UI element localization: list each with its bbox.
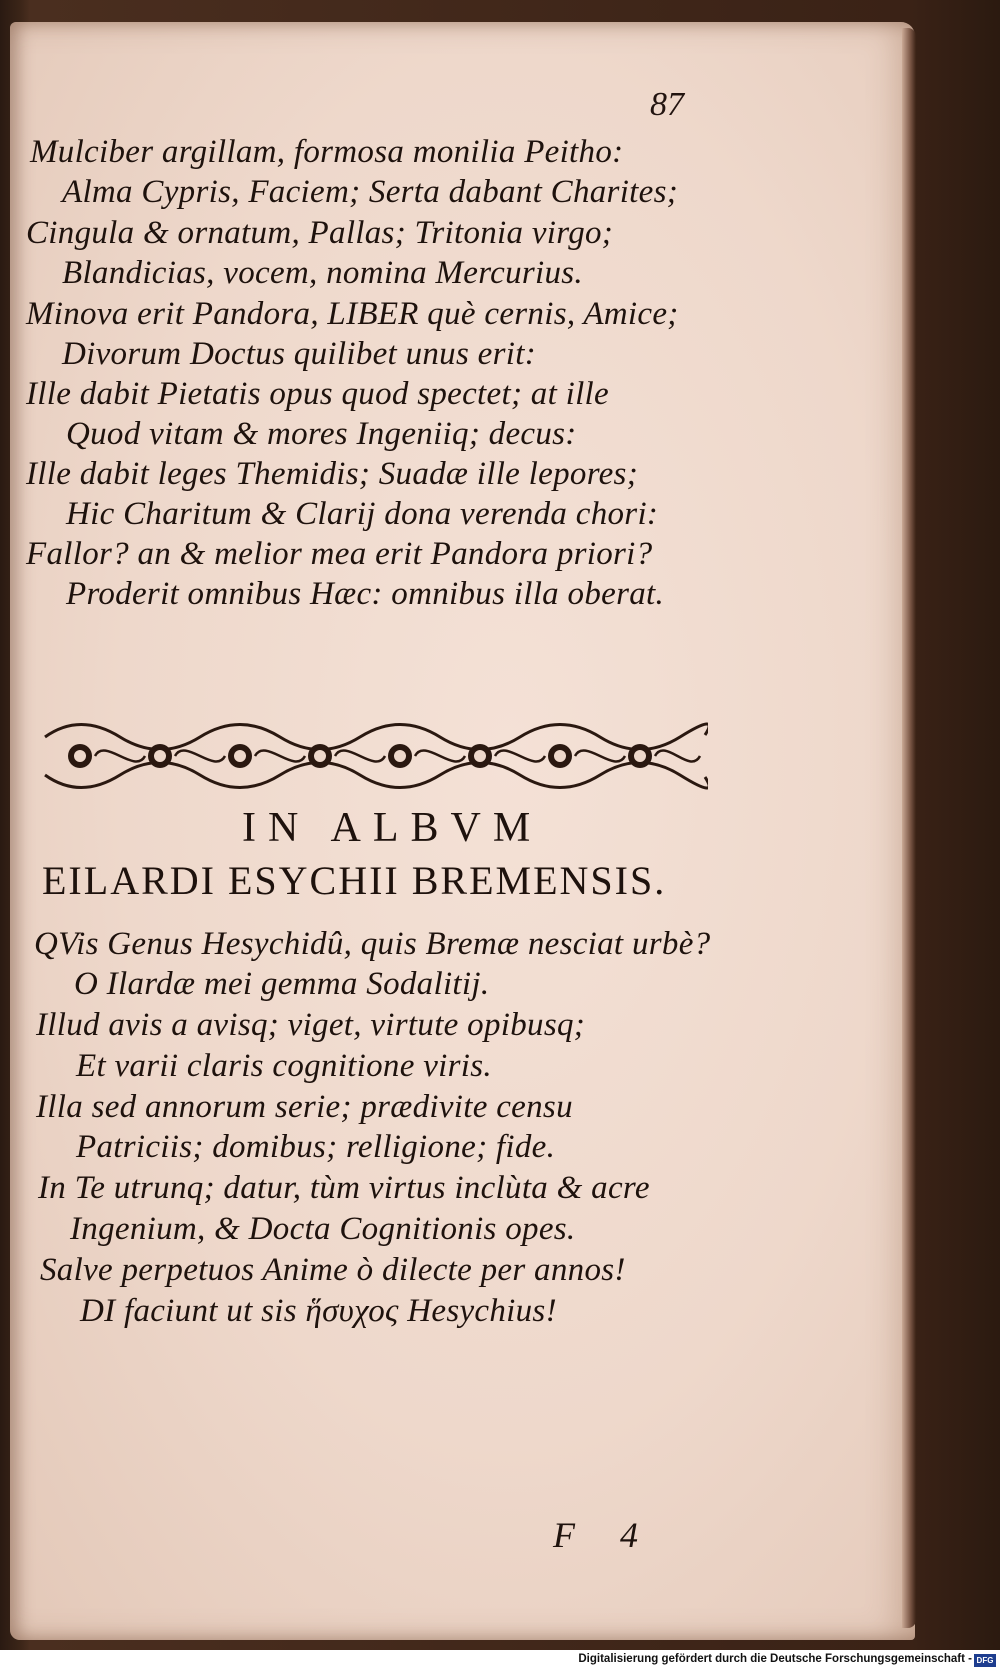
verse-line: Illud avis a avisq; viget, virtute opibusq;	[36, 1007, 586, 1043]
signature-mark: F 4	[553, 1515, 656, 1555]
verse-line: Blandicias, vocem, nomina Mercurius.	[62, 255, 583, 291]
section-heading-title: IN ALBVM	[242, 805, 543, 851]
verse-line: Cingula & ornatum, Pallas; Tritonia virgo;	[26, 215, 614, 251]
dfg-logo: DFG	[974, 1654, 996, 1667]
verse-line: Mulciber argillam, formosa monilia Peitho:	[30, 134, 624, 170]
verse-line: Quod vitam & mores Ingeniiq; decus:	[66, 416, 577, 452]
verse-line: Ille dabit leges Themidis; Suadæ ille lepores;	[26, 456, 638, 492]
verse-line: Proderit omnibus Hæc: omnibus illa oberat.	[66, 576, 665, 612]
verse-line: Hic Charitum & Clarij dona verenda chori:	[66, 496, 659, 532]
verse-line: Salve perpetuos Anime ò dilecte per annos!	[40, 1252, 626, 1288]
page-number: 87	[650, 86, 684, 123]
verse-line: Fallor? an & melior mea erit Pandora priori?	[26, 536, 653, 572]
section-heading-subtitle: EILARDI ESYCHII BREMENSIS.	[42, 858, 667, 903]
verse-line: Divorum Doctus quilibet unus erit:	[62, 336, 536, 372]
verse-line: DI faciunt ut sis ἥσυχος Hesychius!	[80, 1293, 557, 1329]
verse-line: Et varii claris cognitione viris.	[76, 1048, 492, 1084]
book-page	[10, 22, 915, 1640]
ornamental-border-band	[40, 717, 708, 795]
verse-line: Minova erit Pandora, LIBER què cernis, Amice;	[26, 296, 679, 332]
verse-line: O Ilardæ mei gemma Sodalitij.	[74, 966, 490, 1002]
page-edge	[902, 28, 916, 1628]
verse-line: QVis Genus Hesychidû, quis Bremæ nesciat urbè?	[34, 926, 711, 962]
funding-credit: Digitalisierung gefördert durch die Deutsche Forschungsgemeinschaft -	[578, 1653, 972, 1665]
digitization-footer	[0, 1650, 1000, 1672]
verse-line: Ingenium, & Docta Cognitionis opes.	[70, 1211, 576, 1247]
verse-line: Illa sed annorum serie; prædivite censu	[36, 1089, 573, 1125]
verse-line: Ille dabit Pietatis opus quod spectet; at ille	[26, 376, 609, 412]
verse-line: Patriciis; domibus; relligione; fide.	[76, 1129, 556, 1165]
verse-line: Alma Cypris, Faciem; Serta dabant Charites;	[62, 174, 679, 210]
verse-line: In Te utrunq; datur, tùm virtus inclùta & acre	[38, 1170, 650, 1206]
